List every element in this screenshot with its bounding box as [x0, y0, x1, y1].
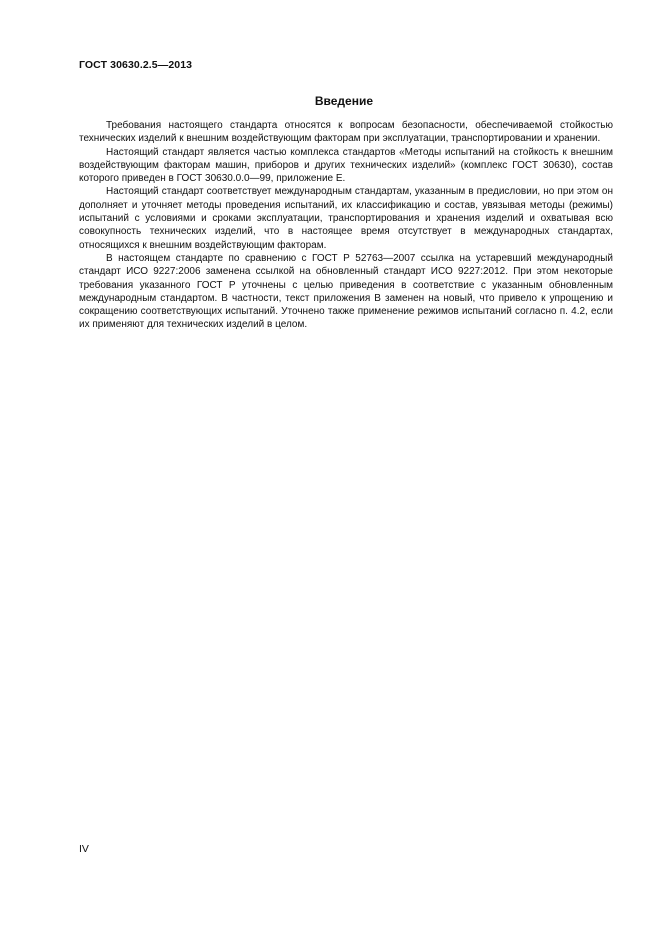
paragraph-4: В настоящем стандарте по сравнению с ГОСТ Р 52763—2007 ссылка на устаревший международный стандарт ИСО 9227:2006 заменена ссылкой на обновленный стандарт ИСО 9227:2012. При этом некоторые требования указанного ГОСТ Р уточнены с целью приведения в соответствие с указанным обновленным международным стандартом. В частности, текст приложения В заменен на новый, что привело к упрощению и сокращению соответствующих испытаний. Уточнено также применение режимов испытаний согласно п. 4.2, если их применяют для технических изделий в целом. [79, 252, 613, 331]
document-body [79, 119, 613, 332]
section-title: Введение [314, 94, 373, 108]
section-title-wrap [79, 92, 616, 110]
paragraph-1: Требования настоящего стандарта относятся к вопросам безопасности, обеспечиваемой стойкостью технических изделий к внешним воздействующим факторам при эксплуатации, транспортировании и хранении. [79, 120, 613, 145]
paragraph-3: Настоящий стандарт соответствует международным стандартам, указанным в предисловии, но при этом он дополняет и уточняет методы проведения испытаний, их классификацию и состав, увязывая методы (режимы) испытаний с условиями и сроками эксплуатации, транспортирования и хранения изделий и охватывая всю совокупность технических изделий, что в настоящее время отсутствует в международных стандартах, относящихся к внешним воздействующим факторам. [79, 186, 613, 251]
paragraph-2: Настоящий стандарт является частью комплекса стандартов «Методы испытаний на стойкость к внешним воздействующим факторам машин, приборов и других технических изделий» (комплекс ГОСТ 30630), состав которого приведен в ГОСТ 30630.0.0—99, приложение Е. [79, 146, 613, 185]
document-header: ГОСТ 30630.2.5—2013 [79, 59, 193, 71]
page-number: IV [79, 843, 89, 855]
